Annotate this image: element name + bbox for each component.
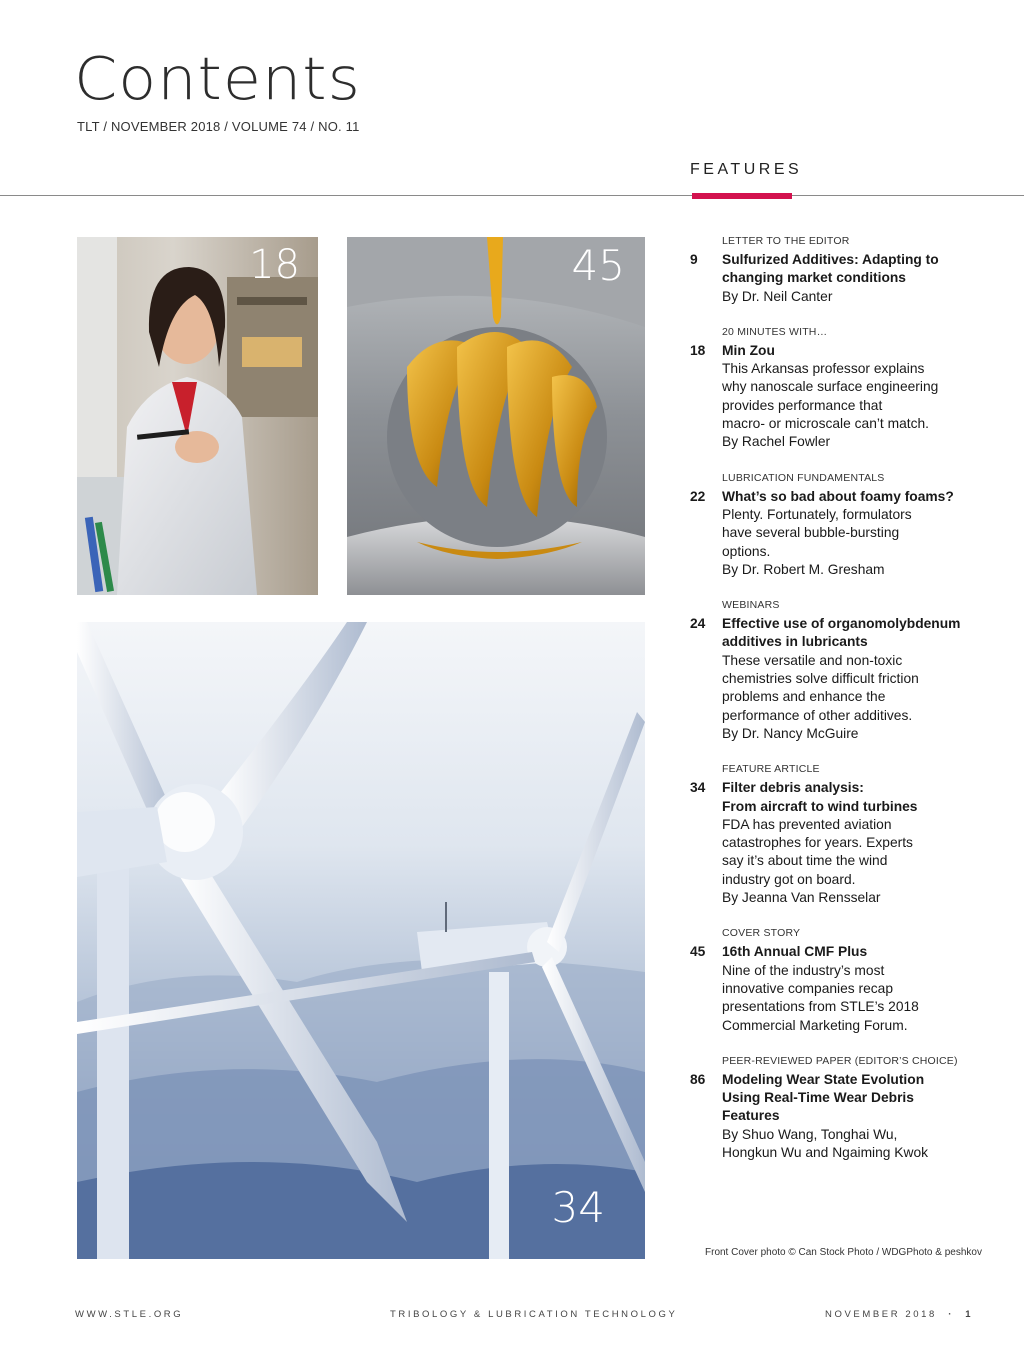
entry-description-line: Commercial Marketing Forum.	[722, 1017, 908, 1033]
page-title: Contents	[74, 43, 361, 114]
entry-description-line: have several bubble-bursting	[722, 525, 900, 541]
photo-number-45: 45	[571, 241, 625, 290]
entry-description-line: why nanoscale surface engineering	[722, 379, 939, 395]
entry-description-line: Plenty. Fortunately, formulators	[722, 506, 912, 522]
entry-description-line: innovative companies recap	[722, 980, 894, 996]
section-label: FEATURES	[690, 161, 803, 178]
entry-category: WEBINARS	[722, 599, 780, 612]
footer-date-text: NOVEMBER 2018	[825, 1309, 937, 1320]
entry-title-line: additives in lubricants	[722, 634, 868, 650]
entry-byline: By Dr. Neil Canter	[722, 288, 833, 304]
entry-title-line: changing market conditions	[722, 270, 906, 286]
entry-description-line: macro- or microscale can’t match.	[722, 416, 930, 432]
entry-category: COVER STORY	[722, 927, 801, 940]
entry-byline: By Rachel Fowler	[722, 434, 831, 450]
entry-category: LETTER TO THE EDITOR	[722, 235, 850, 247]
entry-description-line: problems and enhance the	[722, 689, 886, 705]
footer-date	[825, 1309, 973, 1320]
footer-publication: TRIBOLOGY & LUBRICATION TECHNOLOGY	[390, 1309, 678, 1320]
entry-description-line: say it’s about time the wind	[722, 853, 888, 869]
entry-title-line: Modeling Wear State Evolution	[722, 1071, 925, 1087]
entry-title-line: Features	[722, 1108, 780, 1124]
entry-page-number: 34	[690, 780, 706, 796]
divider-rule	[0, 195, 1024, 196]
issue-info: TLT / NOVEMBER 2018 / VOLUME 74 / NO. 11	[77, 119, 360, 134]
photo-number-34: 34	[551, 1183, 605, 1232]
footer-page-number: 1	[965, 1309, 974, 1320]
photo-gear	[347, 237, 645, 595]
entry-byline: By Dr. Nancy McGuire	[722, 725, 859, 741]
footer-separator: ·	[948, 1309, 954, 1320]
toc-entry[interactable]	[680, 763, 970, 907]
entry-byline: By Dr. Robert M. Gresham	[722, 561, 885, 577]
entry-byline: By Jeanna Van Rensselar	[722, 890, 881, 906]
entry-category: PEER-REVIEWED PAPER (EDITOR’S CHOICE)	[722, 1054, 958, 1067]
entry-description-line: industry got on board.	[722, 871, 856, 887]
toc-entry[interactable]	[680, 599, 970, 743]
photo-credit: Front Cover photo © Can Stock Photo / WDGPhoto & peshkov	[705, 1247, 982, 1258]
entry-description-line: performance of other additives.	[722, 707, 913, 723]
entry-title-line: Filter debris analysis:	[722, 780, 864, 796]
toc-entry[interactable]	[680, 1055, 970, 1162]
entry-description-line: Nine of the industry’s most	[722, 962, 885, 978]
photo-professor	[77, 237, 318, 595]
entry-title-line: 16th Annual CMF Plus	[722, 944, 868, 960]
entry-description-line: presentations from STLE’s 2018	[722, 999, 919, 1015]
entry-title-line: From aircraft to wind turbines	[722, 798, 918, 814]
toc-entry[interactable]	[680, 472, 970, 579]
entry-category: FEATURE ARTICLE	[722, 763, 820, 776]
entry-description-line: FDA has prevented aviation	[722, 816, 892, 832]
entry-page-number: 18	[690, 342, 706, 358]
toc-entry[interactable]	[680, 235, 970, 306]
photo-number-18: 18	[249, 242, 300, 288]
toc-entry[interactable]	[680, 927, 970, 1034]
entry-byline: Hongkun Wu and Ngaiming Kwok	[722, 1144, 929, 1160]
entry-title-line: Effective use of organomolybdenum	[722, 616, 961, 632]
photo-wind-turbines	[77, 622, 645, 1259]
footer-website[interactable]: WWW.STLE.ORG	[75, 1309, 184, 1320]
entry-page-number: 86	[690, 1071, 706, 1087]
entry-description-line: chemistries solve difficult friction	[722, 671, 919, 687]
entry-category: 20 MINUTES WITH…	[722, 325, 828, 338]
entry-page-number: 22	[690, 488, 706, 504]
entry-page-number: 24	[690, 616, 706, 632]
toc-entry[interactable]	[680, 326, 970, 452]
toc-list	[680, 235, 970, 1177]
entry-category: LUBRICATION FUNDAMENTALS	[722, 471, 885, 484]
entry-description-line: These versatile and non-toxic	[722, 652, 903, 668]
entry-page-number: 45	[690, 944, 706, 960]
entry-byline: By Shuo Wang, Tonghai Wu,	[722, 1126, 898, 1142]
entry-description-line: catastrophes for years. Experts	[722, 835, 913, 851]
entry-title-line: Min Zou	[722, 342, 775, 358]
entry-description-line: provides performance that	[722, 397, 883, 413]
entry-page-number: 9	[690, 252, 698, 267]
entry-title-line: Sulfurized Additives: Adapting to	[722, 252, 939, 267]
entry-description-line: This Arkansas professor explains	[722, 361, 925, 377]
entry-title-line: Using Real-Time Wear Debris	[722, 1090, 914, 1106]
entry-description-line: options.	[722, 543, 771, 559]
accent-bar	[692, 193, 792, 199]
entry-title-line: What’s so bad about foamy foams?	[722, 488, 954, 504]
